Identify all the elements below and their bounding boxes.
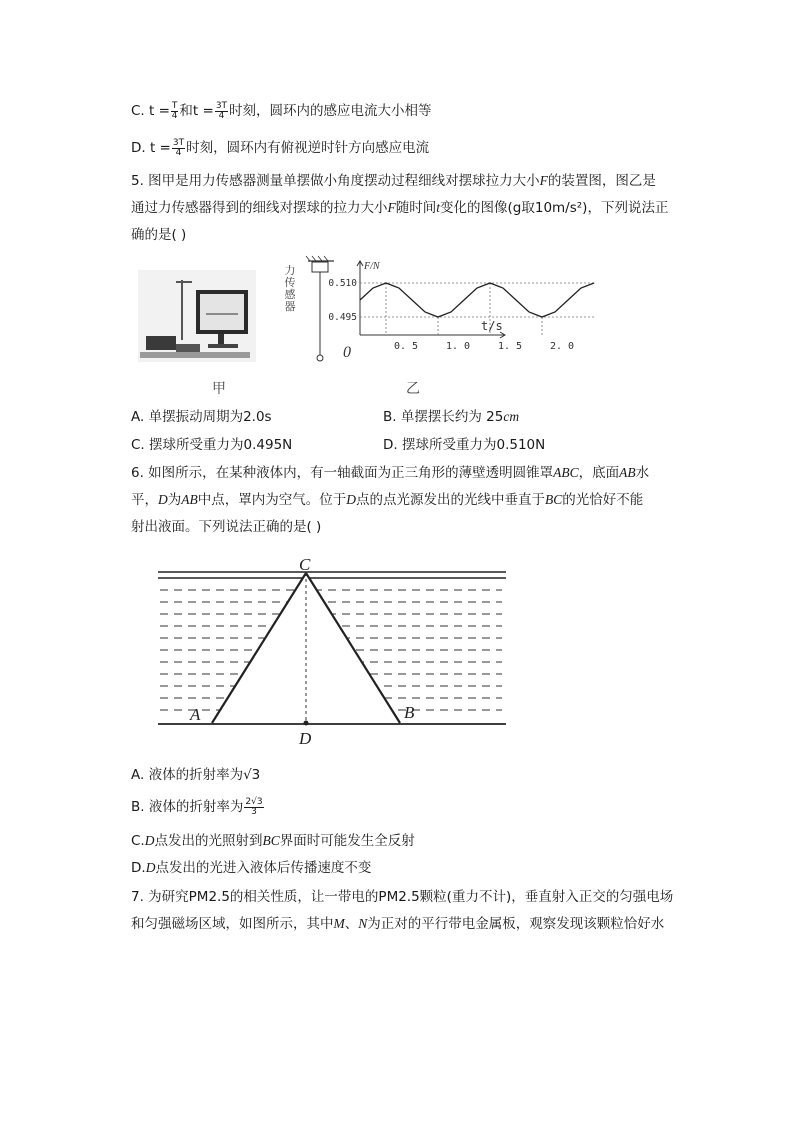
q6-l1-b: ，底面: [578, 465, 620, 481]
q6-d-a: D.: [131, 860, 146, 876]
q5-l1-a: 5. 图甲是用力传感器测量单摆做小角度摆动过程细线对摆球拉力大小: [131, 173, 540, 189]
series-point: [555, 312, 556, 313]
q5-apparatus-photo: [138, 270, 256, 362]
q4-c-suffix: 时刻，圆环内的感应电流大小相等: [229, 103, 432, 119]
q6-c-b: 点发出的光照射到: [154, 833, 263, 849]
sensor-label-char-2: 传: [284, 276, 296, 289]
q6-l2-var2: AB: [181, 492, 198, 507]
series-point: [425, 312, 426, 313]
monitor-screen: [200, 294, 244, 330]
q6-option-b: [131, 797, 265, 817]
table-surface: [140, 352, 250, 358]
y-tick-label: 0.495: [328, 312, 357, 323]
series-point: [412, 300, 413, 301]
caption-yi: 乙: [406, 381, 420, 397]
q7-l2-var2: N: [358, 916, 368, 931]
q5-option-b: [383, 407, 519, 427]
monitor-base: [208, 344, 238, 348]
q6-c-c: 界面时可能发生全反射: [279, 833, 415, 849]
q4-d-suffix: 时刻，圆环内有俯视逆时针方向感应电流: [186, 140, 430, 156]
q6-stem-line-1: [131, 463, 649, 483]
y-tick-label: 0.510: [328, 278, 357, 289]
series-point: [451, 312, 452, 313]
ceiling-hatch-1: [306, 256, 310, 261]
q5-l2-var1: F: [387, 200, 396, 215]
ceiling-hatch-4: [324, 256, 328, 261]
x-tick-label: 1. 5: [497, 341, 523, 352]
q4-option-d: [131, 138, 429, 158]
q5-l3: 确的是( ): [131, 227, 187, 243]
q6-l1-var2: AB: [619, 465, 636, 480]
q7-l2-c: 为正对的平行带电金属板，观察发现该颗粒恰好水: [367, 916, 665, 932]
q4-option-c: [131, 101, 432, 121]
q6-l1-c: 水: [635, 465, 650, 481]
pendulum-bob: [317, 355, 323, 361]
origin-label: 0: [343, 344, 351, 361]
q6-d-b: 点发出的光进入液体后传播速度不变: [155, 860, 372, 876]
force-sensor-box: [312, 262, 328, 272]
q4-d-fraction: [172, 139, 185, 158]
ft-chart: [328, 261, 594, 361]
sensor-label-char-1: 力: [284, 264, 296, 277]
series-point: [542, 317, 543, 318]
label-a: A: [190, 705, 201, 724]
sensor-box: [146, 336, 176, 350]
q5-l1-var: F: [539, 173, 548, 188]
q5-l1-b: 的装置图，图乙是: [547, 173, 656, 189]
series-point: [386, 283, 387, 284]
q6-stem-line-2: [131, 490, 643, 510]
sensor-label-char-3: 感: [284, 288, 296, 301]
q6-l2-c: 中点，罩内为空气。位于: [197, 492, 347, 508]
series-point: [568, 300, 569, 301]
q6-d-var: D: [145, 860, 156, 875]
series-point: [529, 312, 530, 313]
q5-stem-line-3: [131, 225, 186, 245]
series-point: [464, 300, 465, 301]
q5-sensor-figure: [280, 255, 575, 373]
point-d: [304, 721, 309, 726]
q7-l2-b: 、: [344, 916, 359, 932]
q5-b-text: B. 单摆摆长约为 25: [383, 409, 504, 425]
q4-c-f1-num: T: [171, 100, 178, 111]
y-axis-label: F/N: [364, 261, 380, 272]
series-point: [438, 317, 439, 318]
q6-l2-d: 点的点光源发出的光线中垂直于: [356, 492, 545, 508]
q6-l3: 射出液面。下列说法正确的是( ): [131, 519, 322, 535]
caption-jia: 甲: [212, 381, 226, 397]
q7-stem-line-1: 7. 为研究PM2.5的相关性质，让一带电的PM2.5颗粒(重力不计)，垂直射入正交的匀强电场: [131, 889, 674, 905]
q5-l2-c: 变化的图像(g取10m/s²)，下列说法正: [440, 200, 669, 216]
q4-d-f-den: 4: [175, 147, 182, 158]
ceiling-hatch-3: [318, 256, 322, 261]
q6-option-d: [131, 858, 371, 878]
q6-l1-var1: ABC: [553, 465, 579, 480]
q6-option-c: [131, 831, 415, 851]
q5-b-unit: cm: [503, 409, 520, 424]
q6-stem-line-3: [131, 517, 321, 537]
q6-c-var1: D: [144, 833, 155, 848]
q6-l2-var3: D: [346, 492, 356, 507]
q5-option-a: A. 单摆振动周期为2.0s: [131, 409, 272, 425]
q4-c-f2-den: 4: [218, 110, 225, 121]
q5-l2-a: 通过力传感器得到的细线对摆球的拉力大小: [131, 200, 388, 216]
q7-l2-a: 和匀强磁场区域，如图所示，其中: [131, 916, 334, 932]
series-point: [516, 300, 517, 301]
q5-stem-line-2: [131, 198, 668, 218]
q5-option-d: D. 摆球所受重力为0.510N: [383, 437, 546, 453]
q4-d-prefix: D. t =: [131, 140, 171, 156]
q6-option-a: A. 液体的折射率为√3: [131, 767, 261, 783]
series-point: [477, 288, 478, 289]
label-c: C: [299, 555, 311, 574]
q5-l2-var2: t: [436, 200, 441, 215]
q6-c-a: C.: [131, 833, 145, 849]
q6-b-num: 2√3: [245, 796, 263, 807]
sensor-label-char-4: 器: [284, 300, 296, 313]
q5-l2-b: 随时间: [395, 200, 437, 216]
label-b: B: [404, 703, 415, 722]
q7-l2-var1: M: [333, 916, 345, 931]
q6-l2-var1: D: [158, 492, 168, 507]
label-d: D: [299, 729, 312, 748]
ceiling-hatch-2: [312, 256, 316, 261]
monitor-stand: [218, 334, 224, 344]
q6-c-var2: BC: [262, 833, 280, 848]
x-tick-label: 0. 5: [393, 341, 419, 352]
sensor-label: [283, 265, 297, 313]
q6-l2-var4: BC: [545, 492, 563, 507]
series-point: [490, 283, 491, 284]
x-tick-label: 2. 0: [549, 341, 575, 352]
q6-l2-a: 平，: [131, 492, 158, 508]
q4-c-fraction-2: [215, 102, 228, 121]
q6-b-den: 3: [251, 806, 257, 817]
q4-c-f2-num: 3T: [215, 100, 228, 111]
series-point: [373, 288, 374, 289]
x-axis-label: t/s: [481, 319, 503, 333]
q6-b-text: B. 液体的折射率为: [131, 799, 244, 815]
series-point: [594, 283, 595, 284]
q4-c-prefix: C. t =: [131, 103, 170, 119]
q4-c-mid: 和t =: [179, 103, 214, 119]
series-point: [399, 288, 400, 289]
q4-d-f-num: 3T: [172, 137, 185, 148]
q5-option-c: C. 摆球所受重力为0.495N: [131, 437, 293, 453]
q5-stem-line-1: [131, 171, 656, 191]
x-tick-label: 1. 0: [445, 341, 471, 352]
q6-b-fraction: [244, 798, 263, 817]
series-point: [360, 300, 361, 301]
q4-c-f1-den: 4: [171, 110, 178, 121]
q6-l2-b: 为: [167, 492, 182, 508]
q7-stem-line-2: [131, 914, 664, 934]
q4-c-fraction-1: [171, 102, 179, 121]
q6-l2-e: 的光恰好不能: [562, 492, 644, 508]
q6-l1-a: 6. 如图所示，在某种液体内，有一轴截面为正三角形的薄壁透明圆锥罩: [131, 465, 554, 481]
series-point: [581, 288, 582, 289]
series-point: [503, 288, 504, 289]
q6-cone-figure: [150, 552, 515, 752]
